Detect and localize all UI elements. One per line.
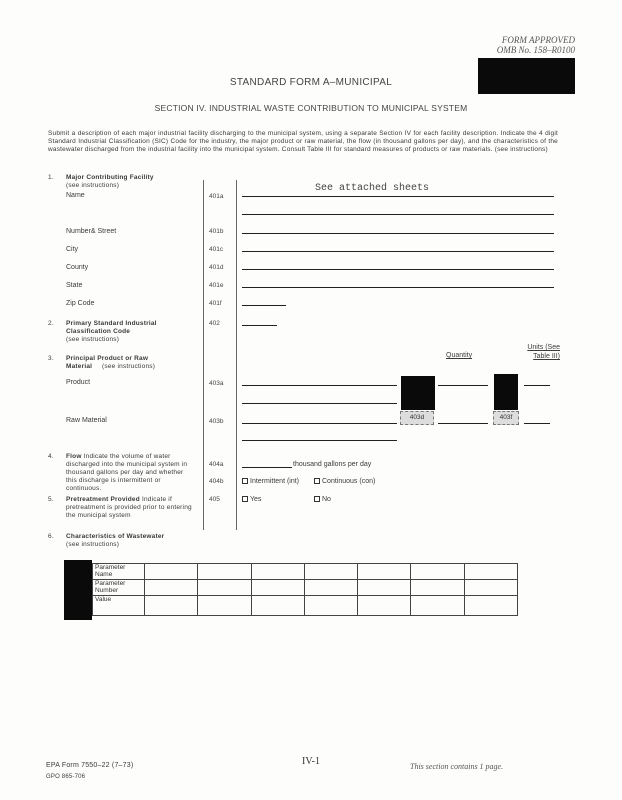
form-approved xyxy=(470,35,575,55)
table-cell[interactable] xyxy=(411,596,464,616)
table-redaction xyxy=(64,560,92,620)
code-402: 402 xyxy=(209,320,220,327)
zip-label: Zip Code xyxy=(66,300,95,307)
intermittent-label: Intermittent (int) xyxy=(250,478,300,485)
intermittent-option[interactable] xyxy=(242,477,299,486)
item3-number: 3. xyxy=(48,355,54,362)
product-label: Product xyxy=(66,379,91,386)
county-line[interactable] xyxy=(242,269,554,270)
table-cell[interactable] xyxy=(251,580,304,596)
flow-line[interactable] xyxy=(242,467,292,468)
table-cell[interactable] xyxy=(145,580,198,596)
instructions: Submit a description of each major industrial facility discharging to the municipal system, using a separate Section IV for each facility description. Indicate the 4 digit Standard Industrial Classification (SIC) Code for the industry, the major product or raw material, the flow (in thousand gallons per day), and the characteristics of the wastewater discharged from the industrial facility into the municipal system. Consult Table III for standard measures of products or raw materials. (see instructions) xyxy=(48,130,558,153)
raw-material-line[interactable] xyxy=(242,423,397,424)
pretreatment-yes-label: Yes xyxy=(250,496,262,503)
code-403a: 403a xyxy=(209,380,224,387)
item6-number: 6. xyxy=(48,533,54,540)
redaction-box xyxy=(478,58,575,94)
city-label: City xyxy=(66,246,79,253)
state-line[interactable] xyxy=(242,287,554,288)
table-cell[interactable] xyxy=(198,580,251,596)
table-row xyxy=(93,564,518,580)
quantity-header: Quantity xyxy=(446,352,473,359)
sic-line[interactable] xyxy=(242,325,277,326)
raw-units-line[interactable] xyxy=(524,423,550,424)
table-cell[interactable] xyxy=(358,564,411,580)
table-cell[interactable] xyxy=(464,596,517,616)
section-title: SECTION IV. INDUSTRIAL WASTE CONTRIBUTION TO MUNICIPAL SYSTEM xyxy=(154,103,468,113)
code-401a: 401a xyxy=(209,193,224,200)
product-line[interactable] xyxy=(242,385,397,386)
table-cell[interactable] xyxy=(358,596,411,616)
name-line xyxy=(242,196,554,197)
gpo-number: GPO 865-706 xyxy=(46,774,86,780)
code-404b: 404b xyxy=(209,478,224,485)
item5-title: Pretreatment Provided xyxy=(66,496,140,503)
product-units-line[interactable] xyxy=(524,385,550,386)
table-cell[interactable] xyxy=(304,596,357,616)
item2-title: Primary Standard Industrial Classification Code xyxy=(66,320,157,335)
raw-material-line-2 xyxy=(242,440,397,441)
continuous-checkbox[interactable] xyxy=(314,478,320,484)
code-401e: 401e xyxy=(209,282,224,289)
units-redaction-1 xyxy=(494,374,518,410)
label-divider xyxy=(203,180,204,530)
item6-title: Characteristics of Wastewater xyxy=(66,533,165,540)
page-number: IV-1 xyxy=(302,756,320,767)
item4-text xyxy=(66,453,192,493)
street-line[interactable] xyxy=(242,233,554,234)
item1-note: (see instructions) xyxy=(66,182,120,189)
pretreatment-no-label: No xyxy=(322,496,331,503)
item3-title: Principal Product or Raw Material xyxy=(66,355,149,370)
table-cell[interactable] xyxy=(251,564,304,580)
item1-title: Major Contributing Facility xyxy=(66,174,154,181)
table-cell[interactable] xyxy=(304,564,357,580)
intermittent-checkbox[interactable] xyxy=(242,478,248,484)
product-quantity-line[interactable] xyxy=(438,385,488,386)
raw-quantity-line[interactable] xyxy=(438,423,488,424)
pretreatment-no-checkbox[interactable] xyxy=(314,496,320,502)
table-cell[interactable] xyxy=(145,596,198,616)
form-title: STANDARD FORM A–MUNICIPAL xyxy=(229,77,393,88)
item5-desc: Indicate if pretreatment is provided prior to entering the municipal system xyxy=(66,496,192,519)
units-header: Units (See Table III) xyxy=(527,344,560,360)
form-approved-line: FORM APPROVED xyxy=(501,35,575,45)
pretreatment-yes-option[interactable] xyxy=(242,495,261,504)
row-header-value: Value xyxy=(93,596,145,616)
name-label: Name xyxy=(66,192,85,199)
table-cell[interactable] xyxy=(198,564,251,580)
table-cell[interactable] xyxy=(411,564,464,580)
omb-number: OMB No. 158–R0100 xyxy=(496,45,575,55)
epa-form-number: EPA Form 7550–22 (7–73) xyxy=(46,762,134,769)
table-row xyxy=(93,596,518,616)
continuous-label: Continuous (con) xyxy=(322,478,376,485)
item5-text xyxy=(66,496,192,520)
wastewater-table xyxy=(92,563,518,616)
stamp-403d: 403d xyxy=(400,411,434,425)
row-header-parameter-number: Parameter Number xyxy=(93,580,145,596)
table-cell[interactable] xyxy=(411,580,464,596)
table-cell[interactable] xyxy=(304,580,357,596)
table-cell[interactable] xyxy=(251,596,304,616)
table-row xyxy=(93,580,518,596)
item4-title: Flow xyxy=(66,453,82,460)
item1-number: 1. xyxy=(48,174,54,181)
item6-note: (see instructions) xyxy=(66,541,120,548)
code-divider xyxy=(236,180,237,530)
name-value[interactable]: See attached sheets xyxy=(315,183,430,194)
item2-number: 2. xyxy=(48,320,54,327)
continuous-option[interactable] xyxy=(314,477,375,486)
item2-note: (see instructions) xyxy=(66,336,120,343)
item4-desc: Indicate the volume of water discharged into the municipal system in thousand gallons per day and whether this discharge is intermittent or continuous. xyxy=(66,453,188,492)
zip-line[interactable] xyxy=(242,305,286,306)
table-cell[interactable] xyxy=(464,564,517,580)
raw-material-label: Raw Material xyxy=(66,417,107,424)
table-cell[interactable] xyxy=(464,580,517,596)
state-label: State xyxy=(66,282,83,289)
name-line-2 xyxy=(242,214,554,215)
pretreatment-no-option[interactable] xyxy=(314,495,331,504)
code-401b: 401b xyxy=(209,228,224,235)
code-401f: 401f xyxy=(209,300,222,307)
stamp-403f: 403f xyxy=(493,411,519,425)
quantity-redaction-1 xyxy=(401,376,435,410)
code-404a: 404a xyxy=(209,461,224,468)
street-label: Number& Street xyxy=(66,228,117,235)
table-cell[interactable] xyxy=(358,580,411,596)
pretreatment-yes-checkbox[interactable] xyxy=(242,496,248,502)
product-line-2 xyxy=(242,403,397,404)
item4-number: 4. xyxy=(48,453,54,460)
code-401c: 401c xyxy=(209,246,224,253)
item3-note: (see instructions) xyxy=(102,363,156,370)
row-header-parameter-name: Parameter Name xyxy=(93,564,145,580)
code-405: 405 xyxy=(209,496,220,503)
section-page-note: This section contains 1 page. xyxy=(410,762,504,771)
county-label: County xyxy=(66,264,89,271)
code-403b: 403b xyxy=(209,418,224,425)
city-line[interactable] xyxy=(242,251,554,252)
table-cell[interactable] xyxy=(198,596,251,616)
code-401d: 401d xyxy=(209,264,224,271)
table-cell[interactable] xyxy=(145,564,198,580)
flow-unit: thousand gallons per day xyxy=(293,461,372,468)
item5-number: 5. xyxy=(48,496,54,503)
